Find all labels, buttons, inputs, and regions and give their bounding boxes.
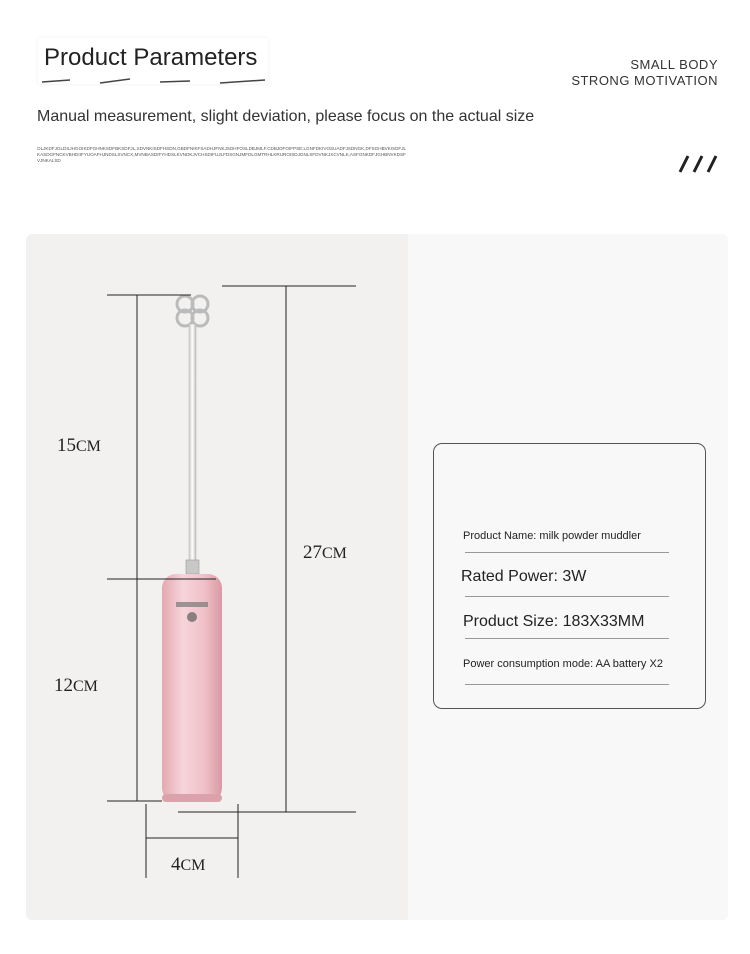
spec-power-mode: Power consumption mode: AA battery X2	[463, 658, 663, 670]
dimension-width-value: 4	[171, 854, 181, 875]
slogan	[571, 57, 718, 89]
dimension-total	[303, 542, 347, 564]
whisk-rod	[189, 324, 196, 564]
measurement-note: Manual measurement, slight deviation, please focus on the actual size	[37, 108, 535, 125]
dimension-total-unit: CM	[322, 545, 347, 562]
slogan-line-2: STRONG MOTIVATION	[571, 73, 718, 88]
product-illustration	[26, 234, 408, 920]
whisk-head	[177, 296, 208, 326]
spec-rated-power: Rated Power: 3W	[461, 568, 587, 585]
spec-divider	[465, 552, 669, 553]
page-title: Product Parameters	[44, 44, 258, 71]
dimension-total-value: 27	[303, 542, 322, 563]
spec-card	[433, 443, 706, 709]
fine-print: OLJKDFJGLDSJHGOIKDFGHNKSDFBKSDFJL,SDVNKISDFHSDN,GBDFNIKFSADHJFNKJSDHFOSLDBJMLF.CDBJDFOIFPSE;LGNFDKIVOSUADFJSDNGK,DFSGHBVKISDFJLKASDGFNCKVBHDIIFYUOAFHJNDSLSVNCX,MVNBASDIFYHDSLKVNDKJVCHSDIFUJLFDSGNJMFDLGMTRHLKRUROISDJGNLSFDVNKJXCVNLK,ASFGNKDFJGHBNVKDSFVJNKALSD	[37, 146, 407, 163]
spec-divider	[465, 596, 669, 597]
dimension-width	[171, 854, 205, 876]
spec-divider	[465, 638, 669, 639]
pink-handle	[162, 574, 222, 802]
triple-slash-icon	[676, 152, 722, 176]
dimension-handle	[54, 675, 98, 697]
power-button-icon	[187, 612, 197, 622]
slogan-line-1: SMALL BODY	[630, 57, 718, 72]
dimension-stick	[57, 435, 101, 457]
dimension-width-unit: CM	[180, 857, 206, 874]
dimension-stick-value: 15	[57, 435, 76, 456]
dimension-handle-value: 12	[54, 675, 73, 696]
title-underline-decoration	[40, 76, 270, 86]
dimension-handle-unit: CM	[73, 678, 98, 695]
dimension-stick-unit: CM	[76, 438, 101, 455]
spec-product-size: Product Size: 183X33MM	[463, 613, 645, 630]
spec-divider	[465, 684, 669, 685]
spec-product-name: Product Name: milk powder muddler	[463, 530, 641, 542]
